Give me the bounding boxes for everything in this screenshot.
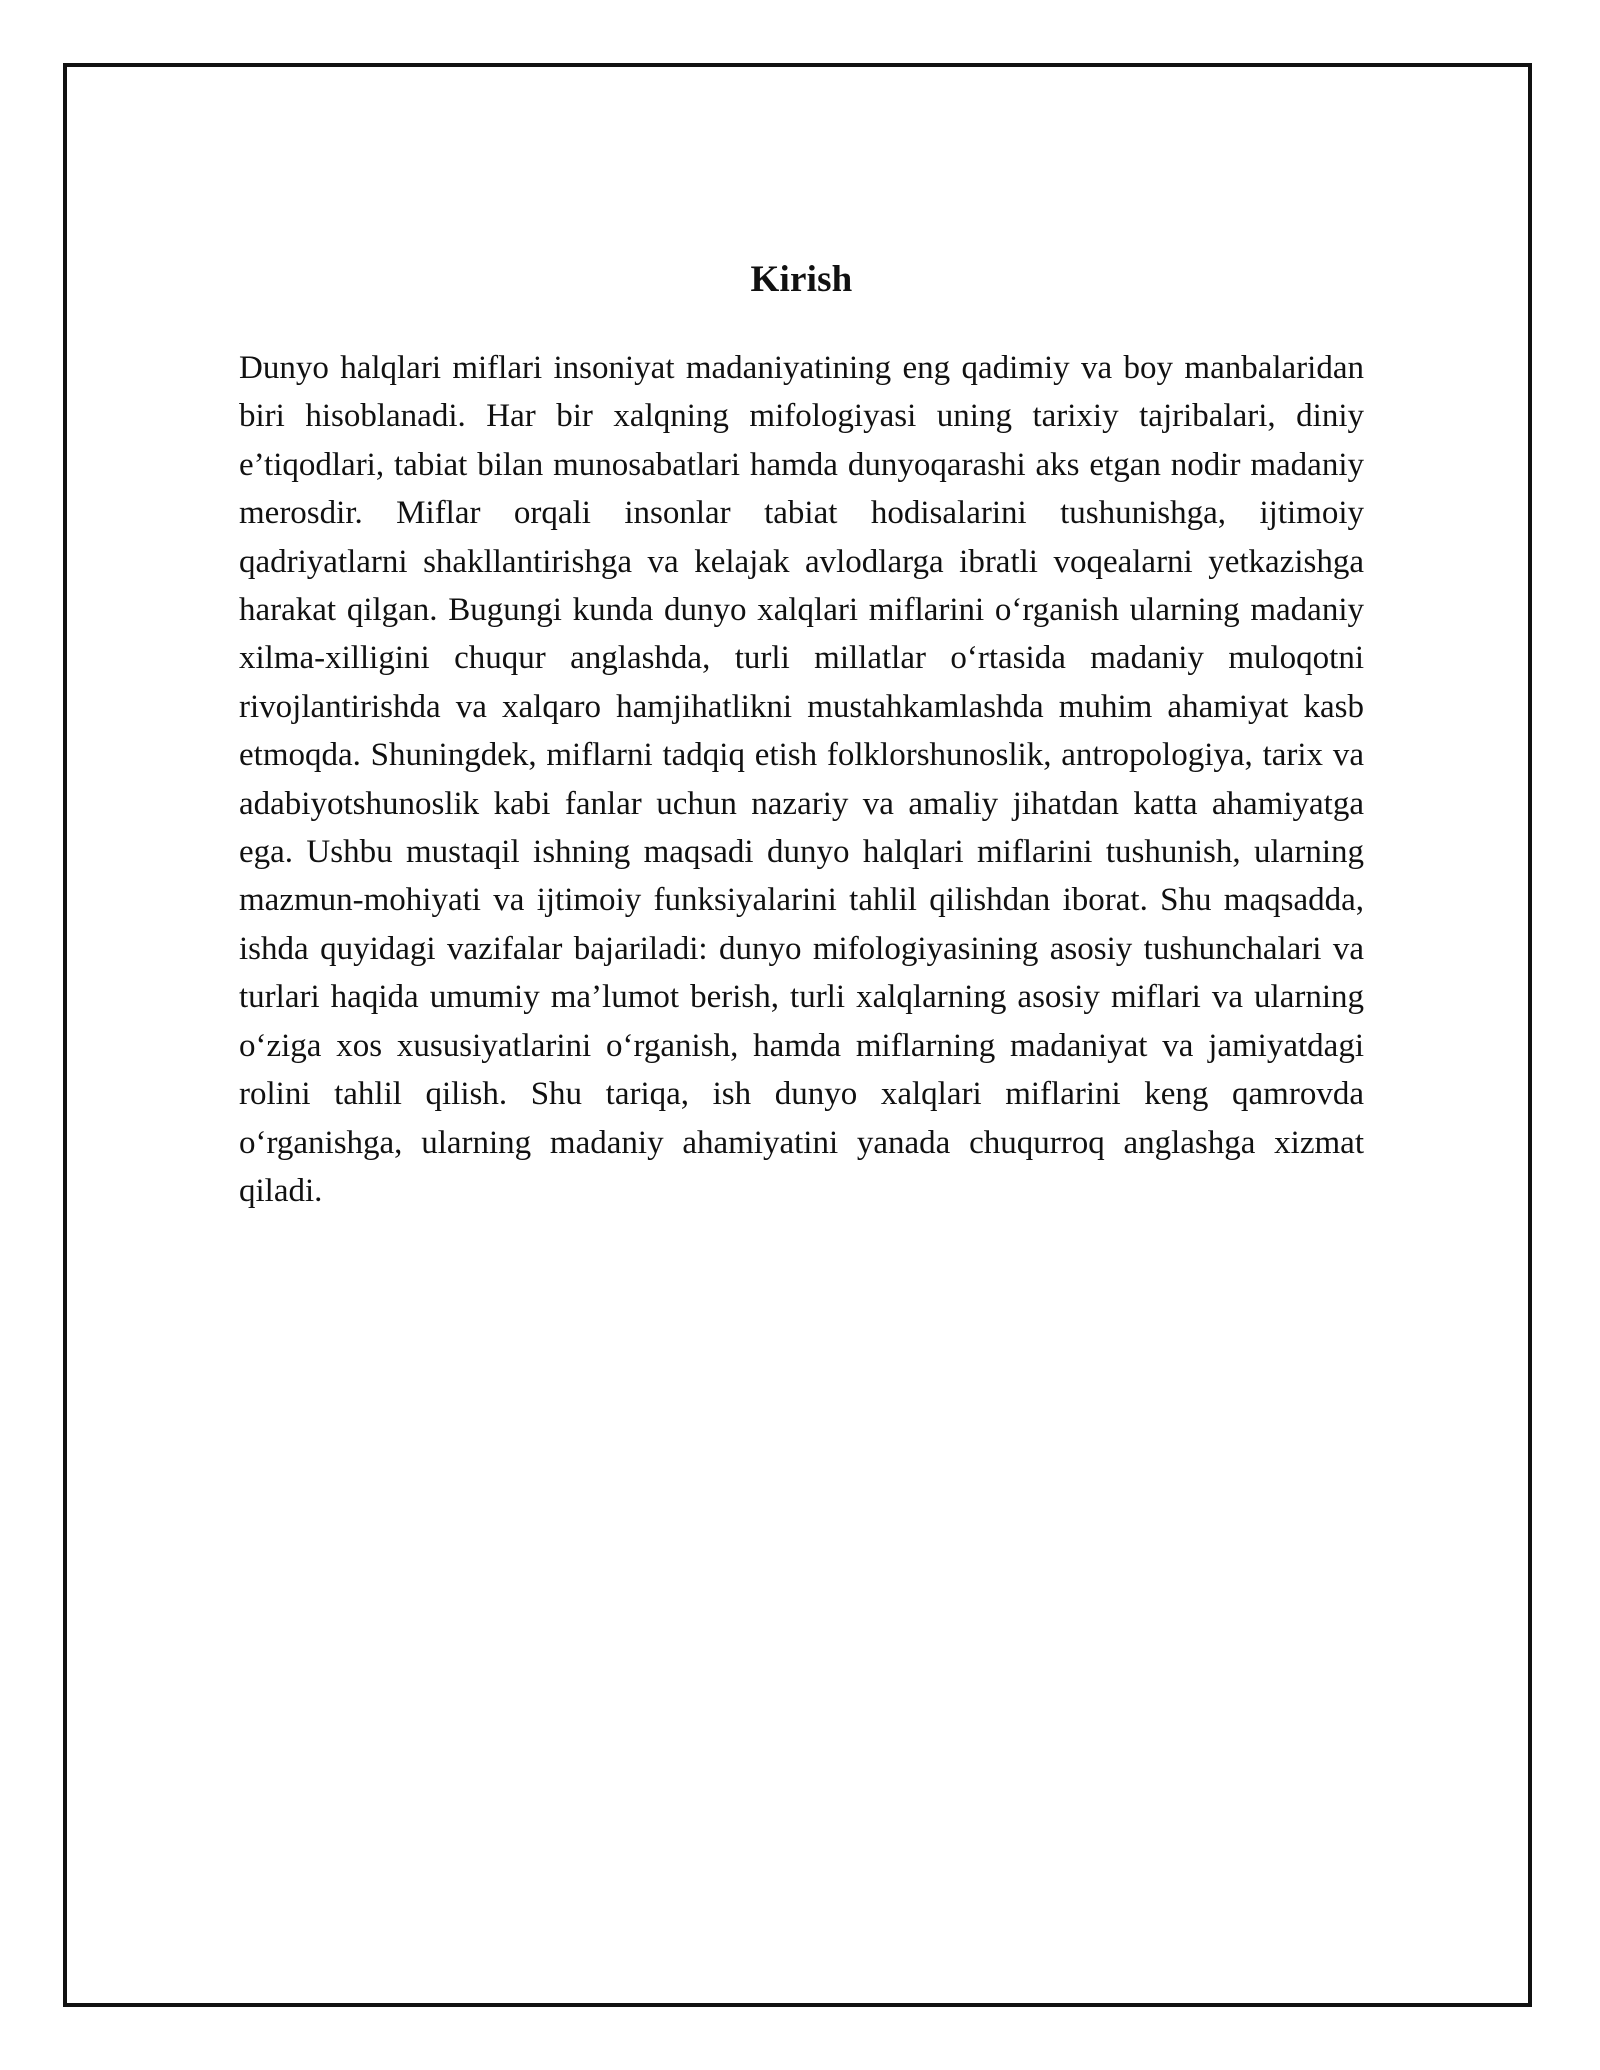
page-border — [63, 63, 1532, 2007]
intro-paragraph: Dunyo halqlari miflari insoniyat madaniyatining eng qadimiy va boy manbalaridan biri hisoblanadi. Har bir xalqning mifologiyasi uning tarixiy tajribalari, diniy e’tiqodlari, tabiat bilan munosabatlari hamda dunyoqarashi aks etgan nodir madaniy merosdir. Miflar orqali insonlar tabiat hodisalarini tushunishga, ijtimoiy qadriyatlarni shakllantirishga va kelajak avlodlarga ibratli voqealarni yetkazishga harakat qilgan. Bugungi kunda dunyo xalqlari miflarini o‘rganish ularning madaniy xilma-xilligini chuqur anglashda, turli millatlar o‘rtasida madaniy muloqotni rivojlantirishda va xalqaro hamjihatlikni mustahkamlashda muhim ahamiyat kasb etmoqda. Shuningdek, miflarni tadqiq etish folklorshunoslik, antropologiya, tarix va adabiyotshunoslik kabi fanlar uchun nazariy va amaliy jihatdan katta ahamiyatga ega. Ushbu mustaqil ishning maqsadi dunyo halqlari miflarini tushunish, ularning mazmun-mohiyati va ijtimoiy funksiyalarini tahlil qilishdan iborat. Shu maqsadda, ishda quyidagi vazifalar bajariladi: dunyo mifologiyasining asosiy tushunchalari va turlari haqida umumiy ma’lumot berish, turli xalqlarning asosiy miflari va ularning o‘ziga xos xususiyatlarini o‘rganish, hamda miflarning madaniyat va jamiyatdagi rolini tahlil qilish. Shu tariqa, ish dunyo xalqlari miflarini keng qamrovda o‘rganishga, ularning madaniy ahamiyatini yanada chuqurroq anglashga xizmat qiladi. — [239, 350, 1364, 1209]
page-content — [239, 250, 1364, 1215]
page-title: Kirish — [750, 259, 853, 300]
